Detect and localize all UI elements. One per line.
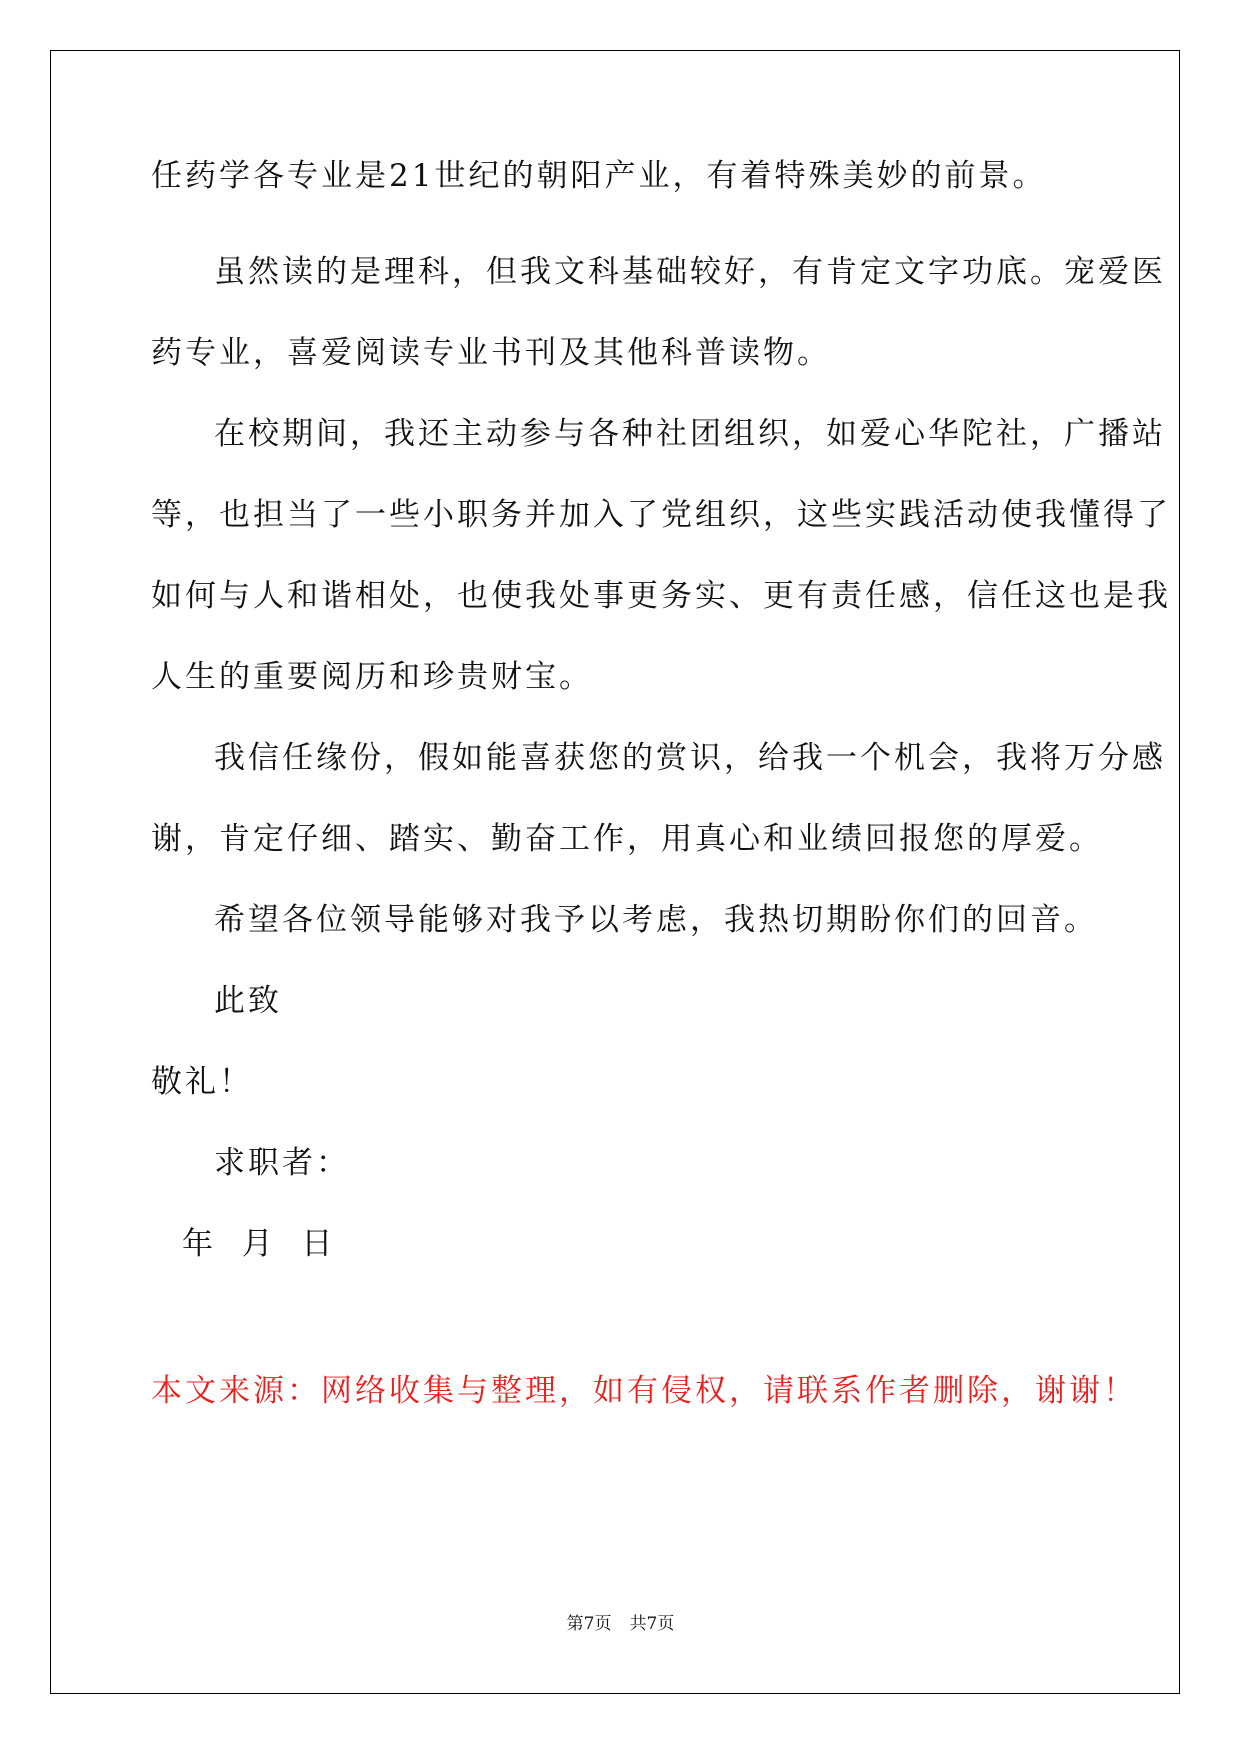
page-footer <box>0 1613 1241 1635</box>
page-border <box>50 50 1180 1694</box>
page-number-total: 共7页 <box>629 1614 675 1634</box>
body-line-8: 我信任缘份，假如能喜获您的赏识，给我一个机会，我将万分感 <box>214 740 1166 776</box>
signature-label: 求职者： <box>214 1145 350 1181</box>
body-line-2: 虽然读的是理科，但我文科基础较好，有肯定文字功底。宠爱医 <box>214 254 1166 290</box>
body-line-9: 谢，肯定仔细、踏实、勤奋工作，用真心和业绩回报您的厚爱。 <box>151 821 1103 857</box>
body-line-1: 任药学各专业是21世纪的朝阳产业，有着特殊美妙的前景。 <box>151 158 1047 194</box>
body-line-6: 如何与人和谐相处，也使我处事更务实、更有责任感，信任这也是我 <box>151 578 1171 614</box>
closing-salutation: 此致 <box>214 983 282 1019</box>
source-notice: 本文来源：网络收集与整理，如有侵权，请联系作者删除，谢谢！ <box>151 1373 1137 1409</box>
body-line-10: 希望各位领导能够对我予以考虑，我热切期盼你们的回音。 <box>214 902 1098 938</box>
body-line-3: 药专业，喜爱阅读专业书刊及其他科普读物。 <box>151 335 831 371</box>
body-line-5: 等，也担当了一些小职务并加入了党组织，这些实践活动使我懂得了 <box>151 497 1171 533</box>
body-line-4: 在校期间，我还主动参与各种社团组织，如爱心华陀社，广播站 <box>214 416 1166 452</box>
date-line: 年 月 日 <box>182 1226 336 1262</box>
body-line-7: 人生的重要阅历和珍贵财宝。 <box>151 659 593 695</box>
page-number-current: 第7页 <box>566 1614 612 1634</box>
closing-regards: 敬礼！ <box>151 1064 253 1100</box>
